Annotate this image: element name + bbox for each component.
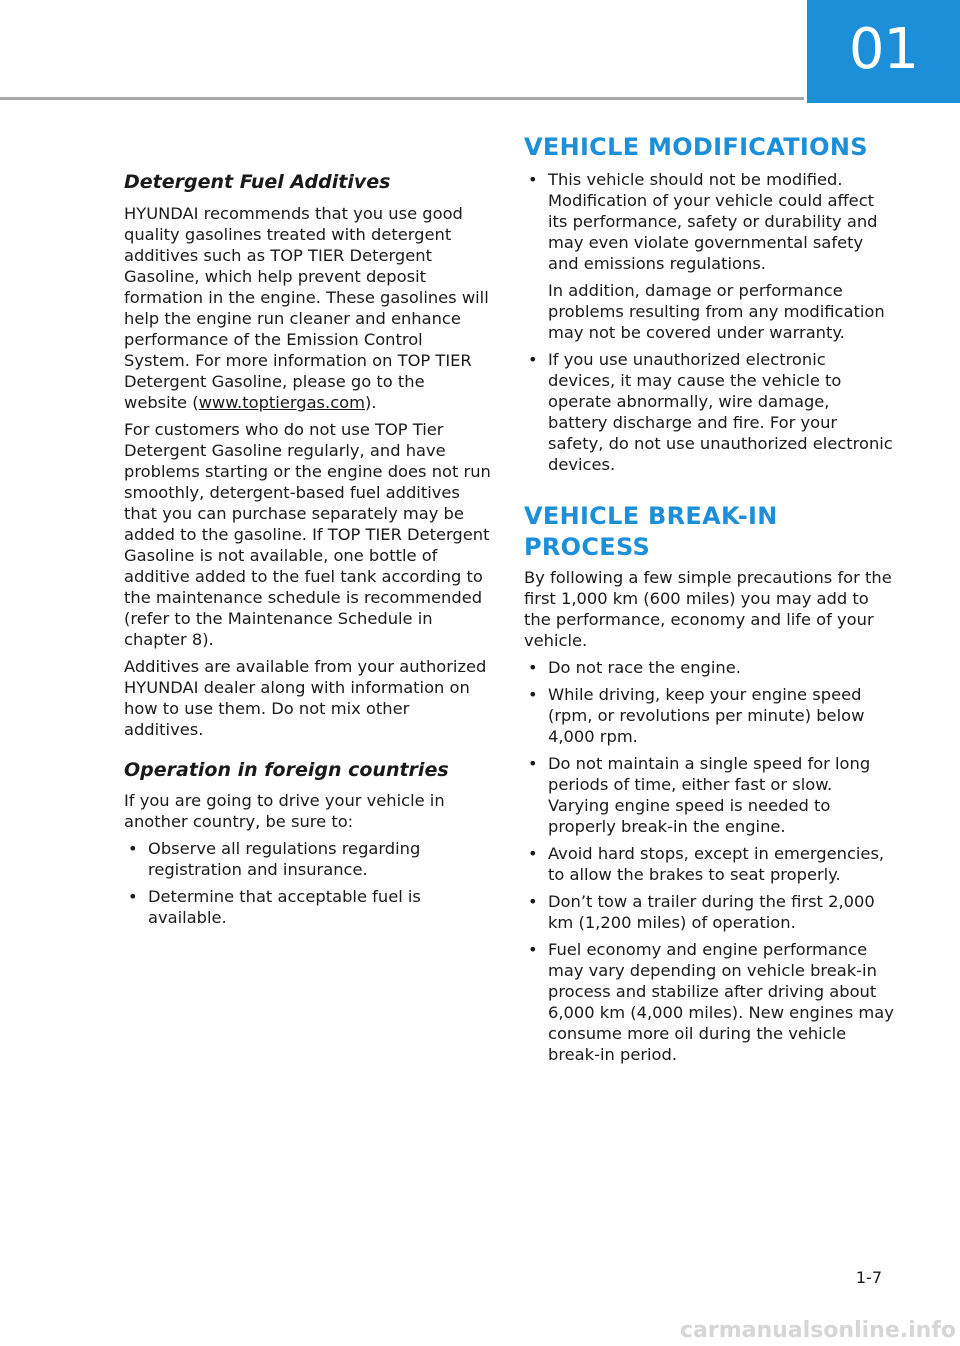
list-item: • Observe all regulations regarding registration and insurance. — [124, 838, 492, 880]
detergent-paragraph-3: Additives are available from your authorized HYUNDAI dealer along with information on how to use them. Do not mix other additives. — [124, 656, 487, 739]
detergent-paragraph-1-end: ). — [365, 392, 377, 412]
list-item: • Fuel economy and engine performance may vary depending on vehicle break-in process and stabilize after driving about 6,000 km (4,000 miles). New engines may consume more oil during the vehicle break-in period. — [524, 939, 894, 1065]
modifications-list — [524, 169, 894, 475]
detergent-paragraph-1-text: HYUNDAI recommends that you use good quality gasolines treated with detergent additives such as TOP TIER Detergent Gasoline, which help prevent deposit formation in the engine. These gasolines will help the engine run cleaner and enhance performance of the Emission Control System. For more information on TOP TIER Detergent Gasoline, please go to the website ( — [124, 203, 489, 412]
modifications-item-1-text: This vehicle should not be modified. Modification of your vehicle could affect its performance, safety or durability and may even violate governmental safety and emissions regulations. — [548, 170, 878, 273]
list-item — [524, 169, 894, 343]
detergent-paragraph-2: For customers who do not use TOP Tier Detergent Gasoline regularly, and have problems starting or the engine does not run smoothly, detergent-based fuel additives that you can purchase separately may be added to the gasoline. If TOP TIER Detergent Gasoline is not available, one bottle of additive added to the fuel tank according to the maintenance schedule is recommended (refer to the Maintenance Schedule in chapter 8). — [124, 419, 491, 649]
chapter-tab — [807, 0, 960, 103]
right-column — [524, 132, 894, 1071]
vehicle-modifications-heading: VEHICLE MODIFICATIONS — [524, 133, 868, 161]
list-item: • Do not race the engine. — [524, 657, 894, 678]
detergent-paragraph-1 — [124, 203, 492, 413]
header-rule — [0, 97, 804, 100]
page-number: 1-7 — [855, 1268, 882, 1287]
list-item: • If you use unauthorized electronic devices, it may cause the vehicle to operate abnormally, wire damage, battery discharge and fire. For your safety, do not use unauthorized electronic devices. — [524, 349, 894, 475]
chapter-number: 01 — [848, 17, 919, 82]
left-column — [124, 170, 492, 934]
detergent-fuel-additives-heading: Detergent Fuel Additives — [124, 171, 391, 193]
break-in-intro: By following a few simple precautions for the first 1,000 km (600 miles) you may add to the performance, economy and life of your vehicle. — [524, 568, 892, 650]
list-item: • Avoid hard stops, except in emergencies, to allow the brakes to seat properly. — [524, 843, 894, 885]
break-in-heading — [524, 501, 894, 563]
list-item: • Don’t tow a trailer during the first 2,000 km (1,200 miles) of operation. — [524, 891, 894, 933]
foreign-countries-heading: Operation in foreign countries — [124, 758, 449, 781]
break-in-heading-line-2: PROCESS — [524, 533, 651, 561]
foreign-countries-list — [124, 838, 492, 928]
foreign-countries-intro: If you are going to drive your vehicle in another country, be sure to: — [124, 791, 445, 832]
list-item: • While driving, keep your engine speed (rpm, or revolutions per minute) below 4,000 rpm. — [524, 684, 894, 747]
watermark: carmanualsonline.info — [680, 1318, 956, 1343]
break-in-heading-line-1: VEHICLE BREAK-IN — [524, 502, 778, 530]
list-item: • Determine that acceptable fuel is available. — [124, 886, 492, 928]
break-in-list — [524, 657, 894, 1065]
modifications-item-1-continuation: In addition, damage or performance problems resulting from any modification may not be covered under warranty. — [548, 281, 885, 342]
website-link[interactable]: www.toptiergas.com — [198, 392, 365, 412]
list-item: • Do not maintain a single speed for long periods of time, either fast or slow. Varying engine speed is needed to properly break-in the engine. — [524, 753, 894, 837]
